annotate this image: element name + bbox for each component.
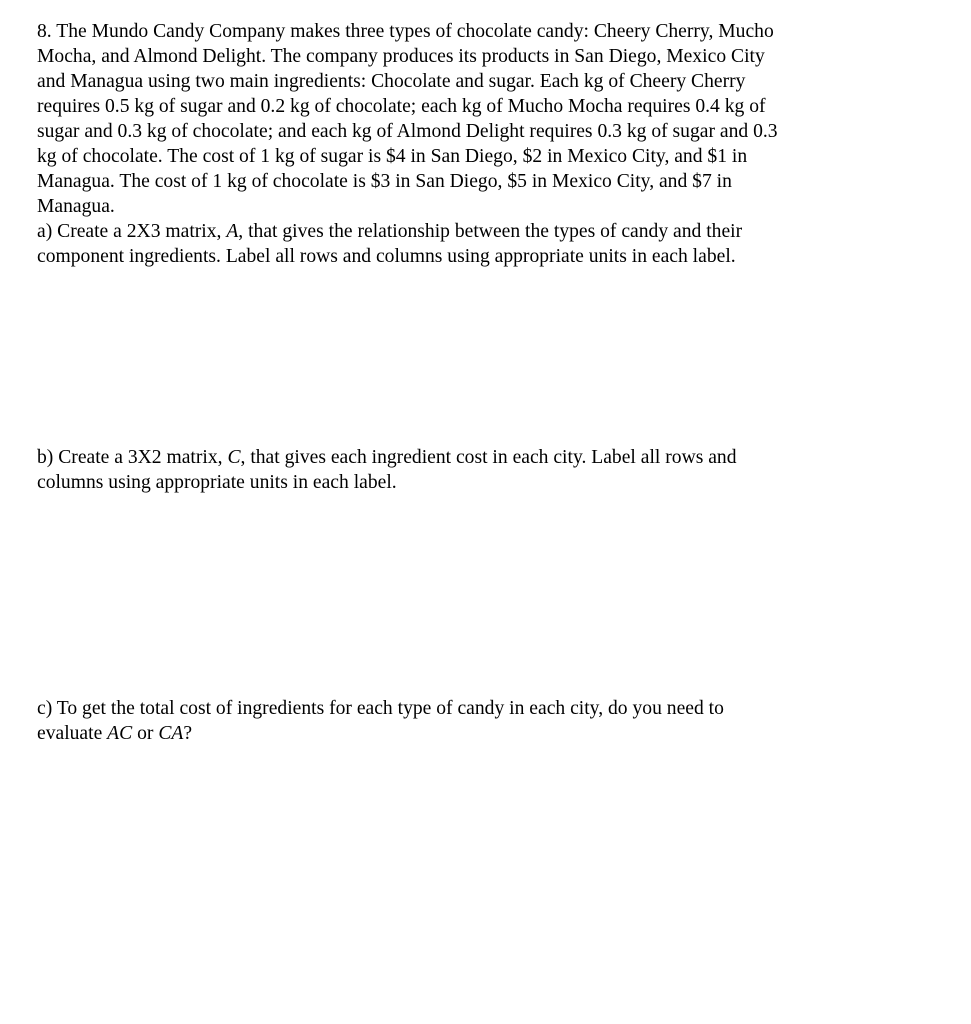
part-c-line-2: [37, 721, 917, 746]
problem-statement: [37, 19, 917, 219]
part-c-question: [37, 696, 917, 746]
part-a-prefix: a) Create a 2X3 matrix,: [37, 221, 227, 242]
problem-line: Managua. The cost of 1 kg of chocolate is $3 in San Diego, $5 in Mexico City, and $7 in: [37, 171, 732, 192]
part-c-question-mark: ?: [183, 723, 193, 744]
part-b-line-1: [37, 445, 917, 470]
product-ca: CA: [158, 723, 184, 744]
part-b-prefix: b) Create a 3X2 matrix,: [37, 447, 228, 468]
part-a-suffix: , that gives the relationship between the types of candy and their: [238, 221, 743, 242]
problem-line: and Managua using two main ingredients: Chocolate and sugar. Each kg of Cheery Cherry: [37, 71, 746, 92]
matrix-a-variable: A: [226, 221, 239, 242]
part-c-prefix: evaluate: [37, 723, 108, 744]
problem-line: sugar and 0.3 kg of chocolate; and each kg of Almond Delight requires 0.3 kg of sugar and 0.3: [37, 121, 778, 142]
part-a-line-1: [37, 219, 917, 244]
problem-line: Mocha, and Almond Delight. The company produces its products in San Diego, Mexico City: [37, 46, 765, 67]
part-b-suffix: , that gives each ingredient cost in each city. Label all rows and: [240, 447, 737, 468]
problem-line: kg of chocolate. The cost of 1 kg of sugar is $4 in San Diego, $2 in Mexico City, and $1 in: [37, 146, 748, 167]
part-b-line-2: columns using appropriate units in each label.: [37, 472, 397, 493]
part-c-or: or: [132, 723, 159, 744]
part-c-line-1: c) To get the total cost of ingredients for each type of candy in each city, do you need to: [37, 698, 724, 719]
problem-line: Managua.: [37, 196, 115, 217]
part-a-question: [37, 219, 917, 269]
part-b-question: [37, 445, 917, 495]
problem-line: requires 0.5 kg of sugar and 0.2 kg of chocolate; each kg of Mucho Mocha requires 0.4 kg of: [37, 96, 766, 117]
part-a-line-2: component ingredients. Label all rows and columns using appropriate units in each label.: [37, 246, 736, 267]
problem-line: 8. The Mundo Candy Company makes three types of chocolate candy: Cheery Cherry, Mucho: [37, 21, 774, 42]
matrix-c-variable: C: [227, 447, 241, 468]
product-ac: AC: [107, 723, 133, 744]
